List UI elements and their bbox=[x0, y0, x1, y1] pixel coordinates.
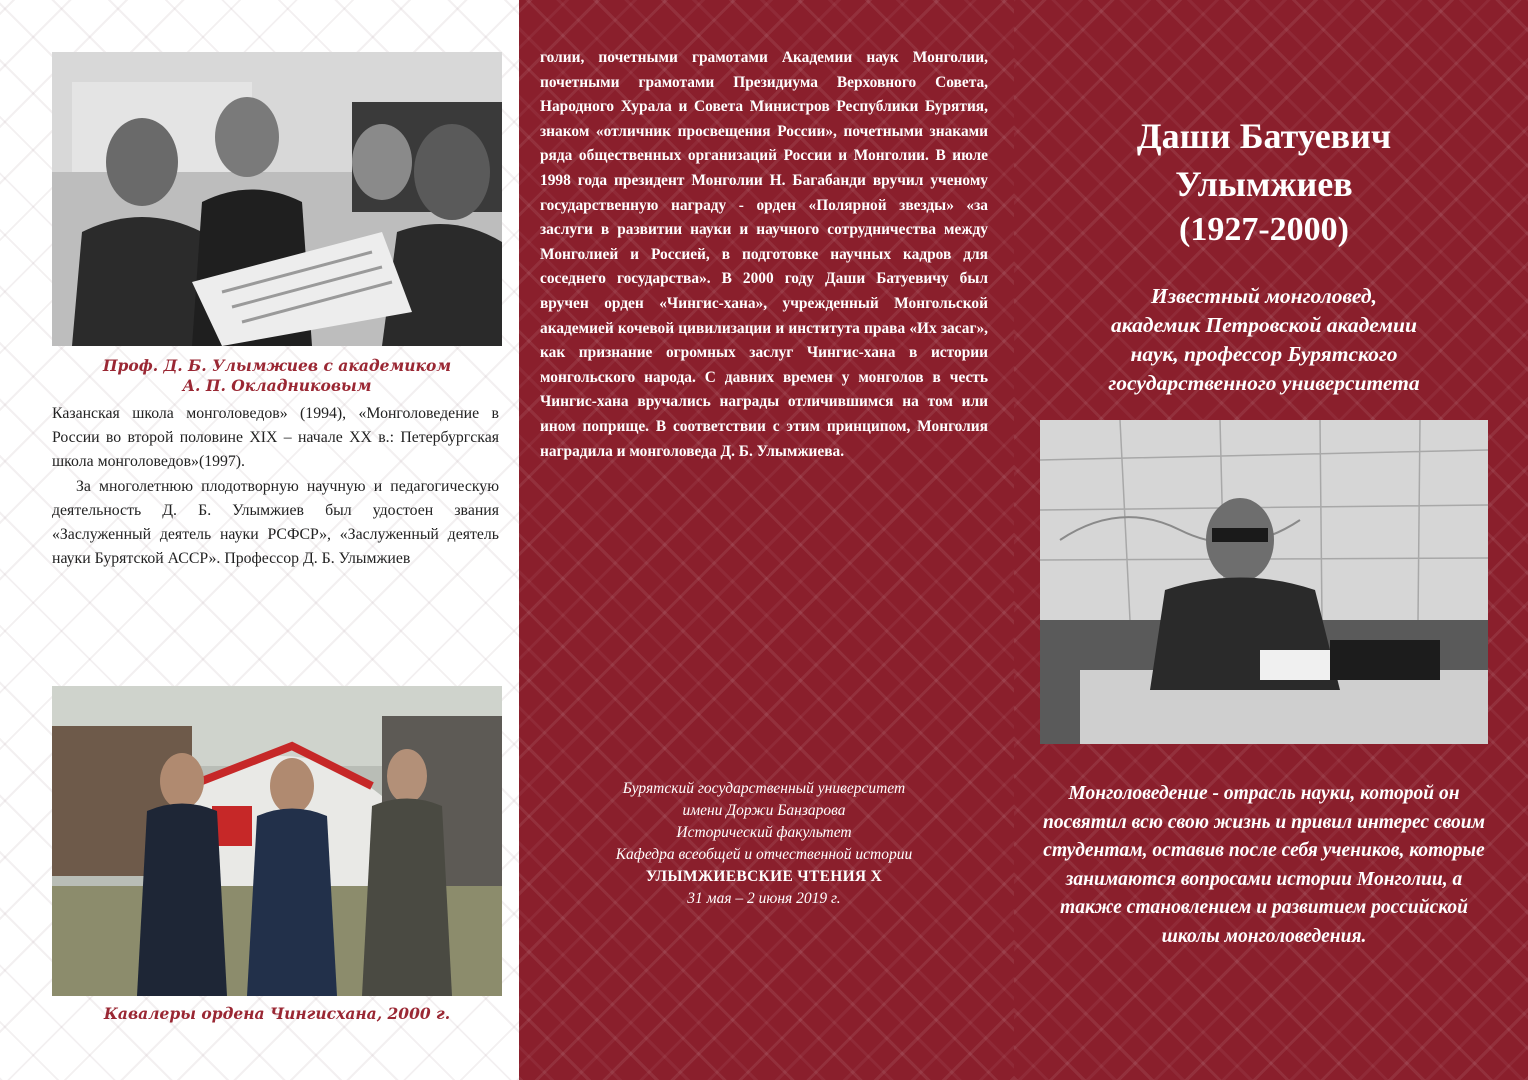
event-info bbox=[540, 778, 988, 910]
title-first-name: Даши Батуевич bbox=[1136, 116, 1392, 156]
subtitle bbox=[1040, 282, 1488, 398]
middle-body-text bbox=[540, 46, 988, 464]
subtitle-line: Известный монголовед, bbox=[1151, 284, 1377, 308]
department-name: Кафедра всеобщей и отчественной истории bbox=[615, 846, 913, 863]
subtitle-line: академик Петровской академии bbox=[1111, 313, 1417, 337]
left-body-text bbox=[52, 402, 499, 571]
subtitle-line: государственного университета bbox=[1108, 371, 1420, 395]
university-name: Бурятский государственный университет bbox=[622, 780, 906, 797]
photo-caption-cavaliers: Кавалеры ордена Чингисхана, 2000 г. bbox=[103, 1004, 451, 1023]
caption-line: А. П. Окладниковым bbox=[182, 376, 372, 395]
paragraph: голии, почетными грамотами Академии наук Монголии, почетными грамотами Президиума Верховного Совета, Народного Хурала и Совета Министров Республики Бурятия, знаком «отличник просвещения России», почетными знаками ряда общественных организаций России и Монголии. В июле 1998 года президент Монголии Н. Багабанди вручил ученому государственную награду - орден «Полярной звезды» «за заслуги в развитии науки и научного сотрудничества между Монголией и Россией, в подготовке научных кадров для соседнего государства». В 2000 году Даши Батуевичу был вручен орден «Чингис-хана», учрежденный Монгольской академией кочевой цивилизации и института права «Их засаг», как признание огромных заслуг Чингис-хана в истории монгольского народа. С давних времен у монголов в честь Чингис-хана вручались награды отличившимся на том или ином поприще. В соответствии с этим принципом, Монголия наградила и монголоведа Д. Б. Улымжиева. bbox=[540, 49, 988, 460]
title-last-name: Улымжиев bbox=[1175, 164, 1353, 204]
photo-caption-okladnikov bbox=[52, 356, 502, 396]
paragraph: Казанская школа монголоведов» (1994), «Монголоведение в России во второй половине XIX – начале XX в.: Петербургская школа монголоведов»(1997). bbox=[52, 405, 499, 471]
university-named-after: имени Доржи Банзарова bbox=[682, 802, 846, 819]
caption-line: Проф. Д. Б. Улымжиев с академиком bbox=[102, 356, 452, 375]
title-years: (1927-2000) bbox=[1179, 211, 1349, 248]
closing-quote: Монголоведение - отрасль науки, которой он посвятил всю свою жизнь и привил интерес своим студентам, оставив после себя учеников, которые занимаются вопросами истории Монголии, а также становлением и развитием российской школы монголоведения. bbox=[1042, 783, 1486, 947]
event-title: УЛЫМЖИЕВСКИЕ ЧТЕНИЯ X bbox=[645, 868, 883, 885]
faculty-name: Исторический факультет bbox=[676, 824, 852, 841]
subtitle-line: наук, профессор Бурятского bbox=[1130, 342, 1398, 366]
page-title bbox=[1040, 112, 1488, 252]
event-dates: 31 мая – 2 июня 2019 г. bbox=[687, 890, 841, 907]
photo-cavaliers bbox=[52, 686, 502, 996]
paragraph: За многолетнюю плодотворную научную и педагогическую деятельность Д. Б. Улымжиев был удостоен звания «Заслуженный деятель науки РСФСР», «Заслуженный деятель науки Бурятской АССР». Профессор Д. Б. Улымжиев bbox=[52, 477, 499, 568]
photo-portrait bbox=[1040, 420, 1488, 744]
photo-okladnikov bbox=[52, 52, 502, 346]
